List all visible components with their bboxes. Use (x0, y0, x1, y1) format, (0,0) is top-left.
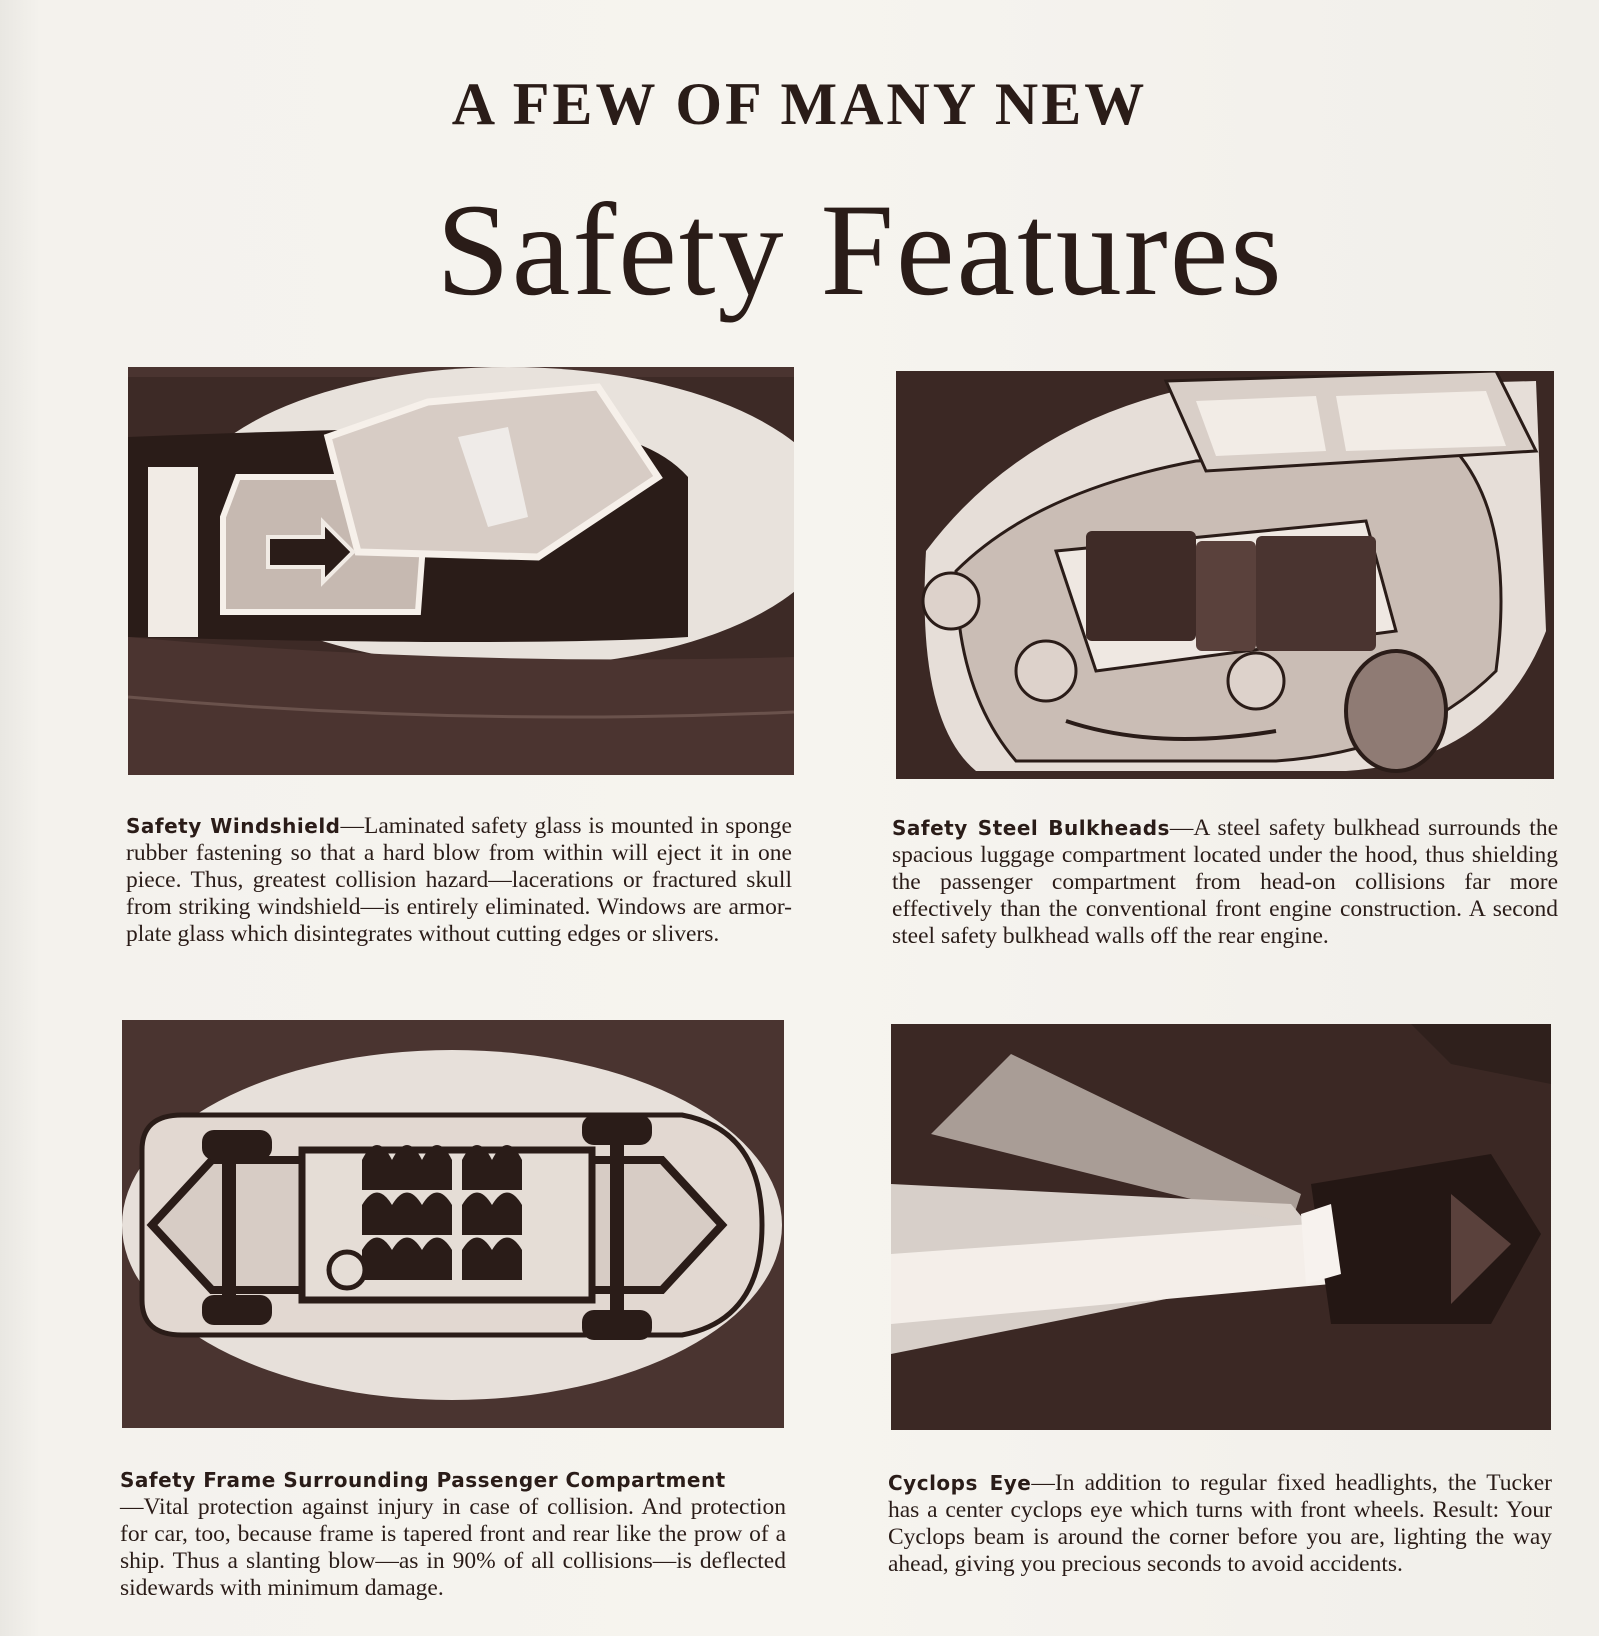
feature-title: Safety Steel Bulkheads (892, 816, 1170, 840)
feature-title: Cyclops Eye (888, 1471, 1032, 1495)
windshield-illustration (128, 367, 794, 775)
feature-title: Safety Windshield (126, 814, 341, 838)
feature-separator: — (1031, 1470, 1055, 1496)
feature-caption (888, 1470, 1552, 1578)
feature-separator: — (120, 1494, 144, 1520)
feature-title: Safety Frame Surrounding Passenger Compartment (120, 1468, 726, 1492)
feature-caption (126, 813, 792, 948)
feature-separator: — (1169, 815, 1194, 841)
feature-body: In addition to regular fixed headlights, the Tucker has a center cyclops eye which turns with front wheels. Result: Your Cyclops beam is around the corner before you are, lighting the way ahead, giving you precious seconds to avoid accidents. (888, 1470, 1552, 1577)
feature-body: Vital protection against injury in case of collision. And protection for car, too, because frame is tapered front and rear like the prow of a ship. Thus a slanting blow—as in 90% of all collisions—is deflected sidewards with minimum damage. (120, 1494, 786, 1601)
feature-caption (892, 815, 1558, 950)
feature-body: A steel safety bulkhead surrounds the spacious luggage compartment located under the hood, thus shielding the passenger compartment from head-on collisions far more effectively than the conventional front engine construction. A second steel safety bulkhead walls off the rear engine. (892, 815, 1558, 949)
cyclops-beam-illustration (891, 1024, 1551, 1430)
luggage-compartment-illustration (896, 371, 1554, 779)
feature-caption (120, 1467, 786, 1602)
page-kicker: A FEW OF MANY NEW (451, 71, 1148, 137)
page-title: Safety Features (436, 176, 1284, 323)
feature-body: Laminated safety glass is mounted in sponge rubber fastening so that a hard blow from within will eject it in one piece. Thus, greatest collision hazard—lacerations or fractured skull from striking windshield—is entirely eliminated. Windows are armor-plate glass which disintegrates without cutting edges or slivers. (126, 813, 792, 947)
feature-separator: — (340, 813, 364, 839)
frame-top-view-illustration (122, 1020, 784, 1428)
